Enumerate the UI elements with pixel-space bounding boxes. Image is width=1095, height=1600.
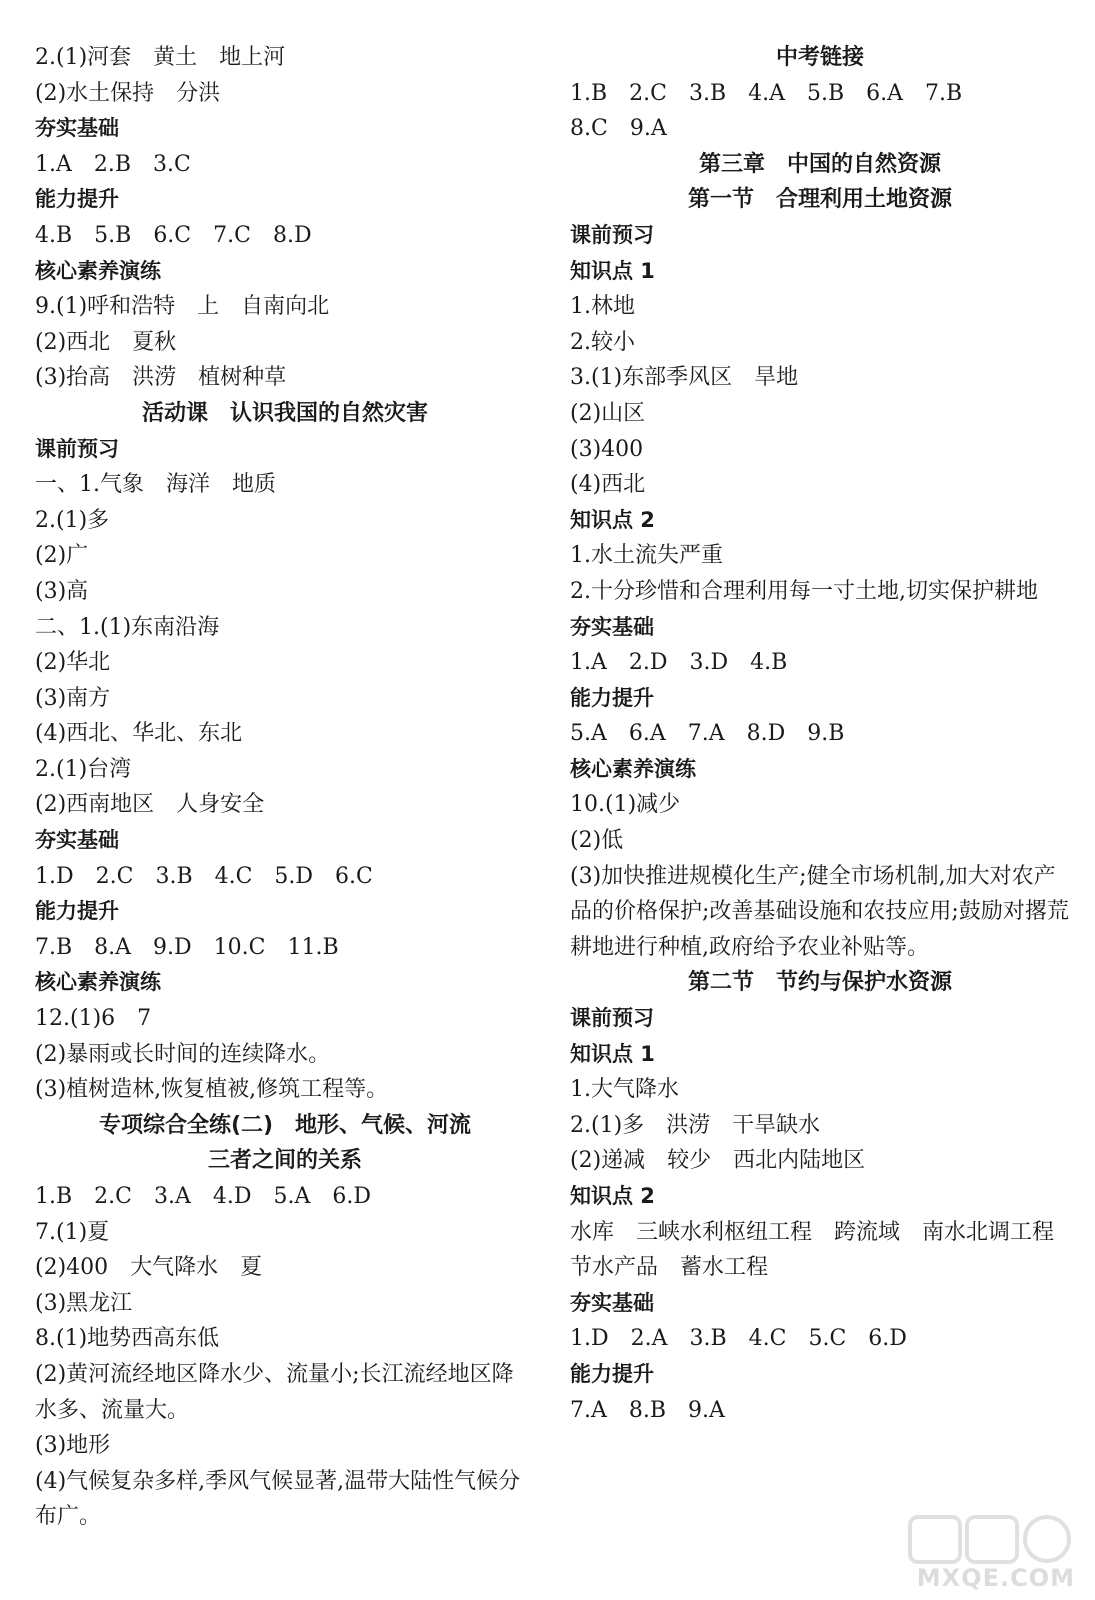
- answer-line: 1.D 2.A 3.B 4.C 5.C 6.D: [570, 1326, 907, 1352]
- lesson-title: 第二节 节约与保护水资源: [687, 970, 952, 996]
- section-heading: 课前预习: [35, 436, 119, 461]
- answer-line: (2)水土保持 分洪: [35, 80, 221, 106]
- answer-line: 8.(1)地势西高东低: [35, 1326, 220, 1352]
- lesson-title: 活动课 认识我国的自然灾害: [141, 400, 428, 426]
- watermark-icon: [905, 1512, 1075, 1567]
- right-column: [570, 40, 1077, 1428]
- answer-line: (3)抬高 洪涝 植树种草: [35, 365, 287, 391]
- lesson-title: 第一节 合理利用土地资源: [687, 187, 952, 213]
- section-heading: 知识点 2: [570, 507, 655, 532]
- answer-line: 1.A 2.B 3.C: [35, 151, 191, 177]
- answer-line: 1.大气降水: [570, 1077, 679, 1103]
- answer-line: (3)植树造林,恢复植被,修筑工程等。: [35, 1077, 389, 1103]
- section-heading: 夯实基础: [570, 1290, 654, 1315]
- answer-line: 1.林地: [570, 294, 635, 320]
- section-heading: 知识点 1: [570, 1041, 655, 1066]
- lesson-title: 三者之间的关系: [207, 1148, 362, 1174]
- answer-line: (3)南方: [35, 685, 111, 711]
- section-heading: 知识点 2: [570, 1184, 655, 1208]
- watermark-text: MXQE.COM: [916, 1564, 1075, 1592]
- answer-line: 7.B 8.A 9.D 10.C 11.B: [35, 934, 339, 960]
- section-heading: 课前预习: [570, 222, 654, 247]
- answer-line: (2)华北: [35, 650, 111, 676]
- section-heading: 能力提升: [35, 899, 119, 924]
- answer-line: 1.B 2.C 3.B 4.A 5.B 6.A 7.B: [570, 80, 963, 106]
- answer-line: (2)黄河流经地区降水少、流量小;长江流经地区降水多、流量大。: [35, 1361, 514, 1423]
- answer-line: 一、1.气象 海洋 地质: [35, 472, 276, 498]
- answer-line: (2)广: [35, 543, 89, 569]
- section-heading: 能力提升: [570, 1361, 654, 1386]
- answer-line: (2)400 大气降水 夏: [35, 1255, 263, 1281]
- section-heading: 能力提升: [570, 685, 654, 710]
- answer-line: (4)西北、华北、东北: [35, 721, 243, 747]
- section-heading: 夯实基础: [35, 116, 119, 141]
- answer-line: (3)加快推进规模化生产;健全市场机制,加大对农产品的价格保护;改善基础设施和农技应用;鼓励对撂荒耕地进行种植,政府给予农业补贴等。: [570, 863, 1069, 960]
- section-heading: 能力提升: [35, 187, 119, 212]
- answer-line: (3)地形: [35, 1433, 111, 1459]
- answer-line: 二、1.(1)东南沿海: [35, 614, 220, 640]
- answer-line: 5.A 6.A 7.A 8.D 9.B: [570, 721, 845, 747]
- answer-line: 4.B 5.B 6.C 7.C 8.D: [35, 222, 312, 248]
- section-heading: 核心素养演练: [35, 970, 161, 995]
- left-column: [35, 40, 535, 1535]
- section-heading: 核心素养演练: [35, 258, 161, 283]
- answer-line: 1.水土流失严重: [570, 543, 723, 569]
- lesson-title: 专项综合全练(二) 地形、气候、河流: [98, 1112, 472, 1138]
- answer-line: (2)递减 较少 西北内陆地区: [570, 1148, 866, 1174]
- answer-line: (2)西北 夏秋: [35, 329, 177, 355]
- answer-line: 2.(1)多 洪涝 干旱缺水: [570, 1112, 821, 1138]
- answer-line: 10.(1)减少: [570, 792, 681, 818]
- answer-line: (2)低: [570, 828, 624, 854]
- chapter-title: 第三章 中国的自然资源: [698, 151, 941, 177]
- section-heading: 夯实基础: [35, 828, 119, 853]
- answer-line: 1.D 2.C 3.B 4.C 5.D 6.C: [35, 863, 373, 889]
- answer-line: 1.A 2.D 3.D 4.B: [570, 650, 788, 676]
- answer-line: 3.(1)东部季风区 旱地: [570, 365, 799, 391]
- lesson-title: 中考链接: [775, 45, 864, 70]
- answer-line: (3)400: [570, 436, 644, 462]
- answer-line: 2.十分珍惜和合理利用每一寸土地,切实保护耕地: [570, 578, 1038, 604]
- answer-line: 2.(1)台湾: [35, 756, 132, 782]
- section-heading: 知识点 1: [570, 258, 655, 283]
- answer-line: 7.(1)夏: [35, 1219, 110, 1245]
- section-heading: 课前预习: [570, 1006, 654, 1031]
- answer-line: (3)高: [35, 578, 89, 604]
- answer-line: (2)暴雨或长时间的连续降水。: [35, 1041, 331, 1067]
- answer-line: (4)气候复杂多样,季风气候显著,温带大陆性气候分布广。: [35, 1468, 521, 1530]
- answer-line: 水库 三峡水利枢纽工程 跨流域 南水北调工程 节水产品 蓄水工程: [570, 1219, 1077, 1281]
- answer-line: 2.较小: [570, 329, 635, 355]
- section-heading: 夯实基础: [570, 614, 654, 639]
- answer-line: (2)西南地区 人身安全: [35, 792, 265, 818]
- answer-line: 9.(1)呼和浩特 上 自南向北: [35, 294, 330, 320]
- section-heading: 核心素养演练: [570, 756, 696, 781]
- answer-line: 7.A 8.B 9.A: [570, 1397, 725, 1423]
- answer-line: (4)西北: [570, 472, 646, 498]
- answer-line: 12.(1)6 7: [35, 1006, 152, 1032]
- answer-line: 2.(1)多: [35, 507, 110, 533]
- answer-line: 2.(1)河套 黄土 地上河: [35, 45, 286, 70]
- answer-line: (2)山区: [570, 400, 646, 426]
- answer-line: (3)黑龙江: [35, 1290, 133, 1316]
- answer-line: 1.B 2.C 3.A 4.D 5.A 6.D: [35, 1184, 371, 1209]
- answer-line: 8.C 9.A: [570, 116, 667, 142]
- watermark-logo: [905, 1512, 1075, 1592]
